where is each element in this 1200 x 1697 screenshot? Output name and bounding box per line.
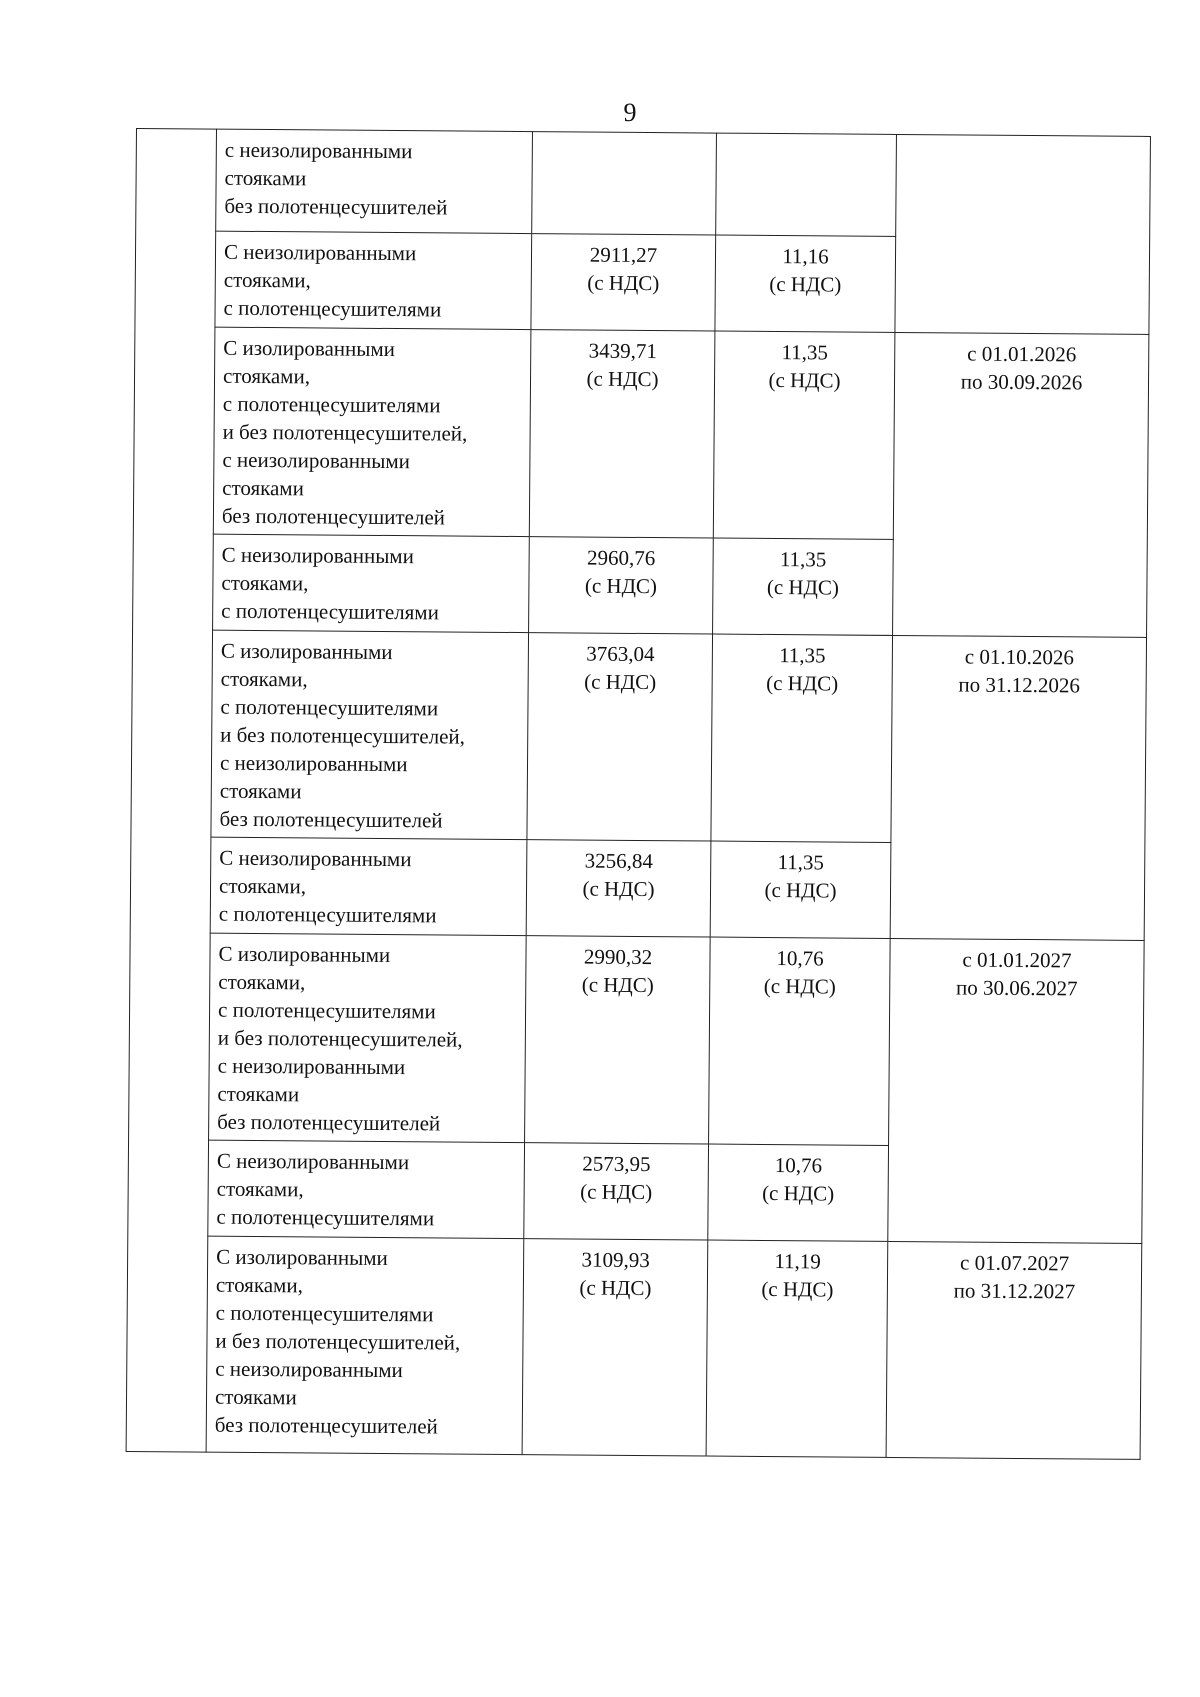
rate-cell: 10,76 (с НДС) [708, 1144, 889, 1241]
table-row [126, 1235, 1142, 1459]
rate-cell: 11,35 (с НДС) [713, 538, 894, 635]
period-cell: с 01.01.2027 по 30.06.2027 [888, 938, 1144, 1243]
rate-cell: 11,16 (с НДС) [715, 235, 896, 332]
page-number: 9 [623, 98, 637, 127]
period-cell: с 01.01.2026 по 30.09.2026 [893, 332, 1149, 637]
description-cell: с неизолированными стояками без полотенцесушителей [216, 129, 533, 233]
period-cell [895, 134, 1151, 334]
value-cell [532, 132, 717, 235]
value-cell: 2990,32 (с НДС) [525, 936, 711, 1144]
table-row [129, 932, 1145, 1147]
value-cell: 3256,84 (с НДС) [526, 840, 711, 937]
value-cell: 3763,04 (с НДС) [527, 633, 713, 841]
table-row [131, 629, 1147, 844]
value-cell: 3109,93 (с НДС) [522, 1239, 708, 1456]
description-cell: С изолированными стояками, с полотенцесушителями и без полотенцесушителей, с неизолированными стояками без полотенцесушителей [206, 1236, 524, 1454]
table-row [133, 326, 1149, 541]
value-cell: 3439,71 (с НДС) [529, 330, 715, 538]
description-cell: С неизолированными стояками, с полотенцесушителями [210, 837, 527, 935]
rate-cell: 11,35 (с НДС) [713, 331, 895, 539]
value-cell: 2911,27 (с НДС) [531, 234, 716, 331]
description-cell: С изолированными стояками, с полотенцесушителями и без полотенцесушителей, с неизолированными стояками без полотенцесушителей [211, 630, 529, 839]
period-cell: с 01.10.2026 по 31.12.2026 [890, 635, 1146, 940]
rate-cell: 11,19 (с НДС) [706, 1240, 888, 1457]
rate-cell: 10,76 (с НДС) [709, 937, 891, 1145]
tariff-table [126, 128, 1151, 1460]
rate-cell: 11,35 (с НДС) [711, 634, 893, 842]
table-row [136, 129, 1151, 239]
value-cell: 2573,95 (с НДС) [524, 1143, 709, 1240]
rate-cell: 11,35 (с НДС) [710, 841, 891, 938]
description-cell: С неизолированными стояками, с полотенцесушителями [208, 1140, 525, 1238]
rate-cell [716, 133, 897, 236]
value-cell: 2960,76 (с НДС) [529, 537, 714, 634]
description-cell: С изолированными стояками, с полотенцесушителями и без полотенцесушителей, с неизолированными стояками без полотенцесушителей [209, 933, 527, 1142]
description-cell: С изолированными стояками, с полотенцесушителями и без полотенцесушителей, с неизолированными стояками без полотенцесушителей [213, 327, 531, 536]
blank-column-cell [126, 129, 216, 1453]
period-cell: с 01.07.2027 по 31.12.2027 [886, 1241, 1142, 1459]
description-cell: С неизолированными стояками, с полотенцесушителями [213, 534, 530, 632]
description-cell: С неизолированными стояками, с полотенцесушителями [215, 231, 532, 329]
